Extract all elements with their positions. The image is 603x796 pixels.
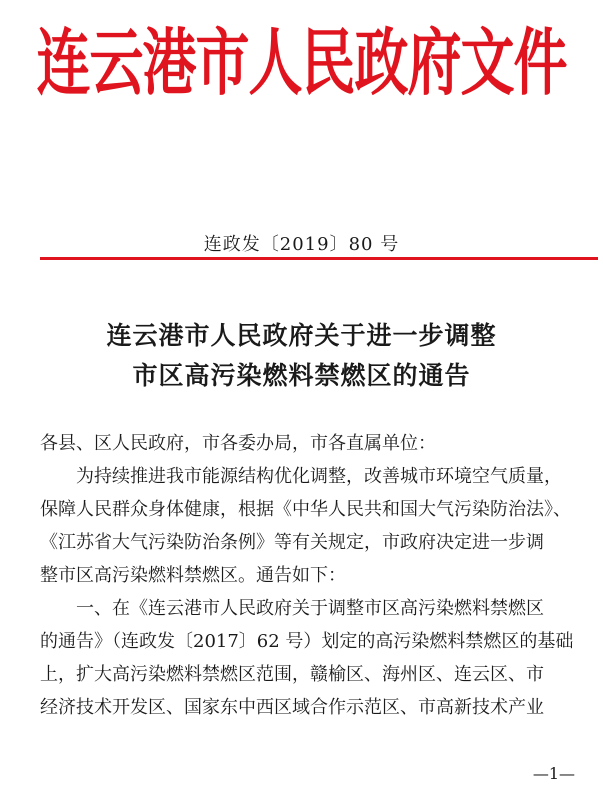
red-divider-line [40, 257, 598, 260]
notice-title-line: 市区高污染燃料禁燃区的通告 [132, 361, 471, 390]
body-line: 上，扩大高污染燃料禁燃区范围，赣榆区、海州区、连云区、市 [40, 664, 544, 685]
notice-title-line: 连云港市人民政府关于进一步调整 [106, 321, 497, 350]
body-line: 一、在《连云港市人民政府关于调整市区高污染燃料禁燃区 [76, 598, 544, 619]
body-line: 的通告》（连政发〔2017〕62 号）划定的高污染燃料禁燃区的基础 [40, 631, 574, 652]
document-number: 连政发〔2019〕80 号 [203, 234, 400, 255]
body-line: 保障人民群众身体健康，根据《中华人民共和国大气污染防治法》、 [40, 499, 571, 520]
notice-title [0, 316, 603, 396]
masthead-title: 连云港市人民政府文件 [36, 20, 567, 106]
page-number: —1— [532, 764, 575, 783]
body-line: 经济技术开发区、国家东中西区域合作示范区、市高新技术产业 [40, 697, 544, 718]
body-line: 《江苏省大气污染防治条例》等有关规定，市政府决定进一步调 [40, 532, 544, 553]
salutation: 各县、区人民政府，市各委办局，市各直属单位： [40, 433, 436, 454]
body-line: 为持续推进我市能源结构优化调整，改善城市环境空气质量， [76, 466, 562, 487]
notice-body [40, 427, 600, 724]
body-line: 整市区高污染燃料禁燃区。通告如下： [40, 565, 346, 586]
